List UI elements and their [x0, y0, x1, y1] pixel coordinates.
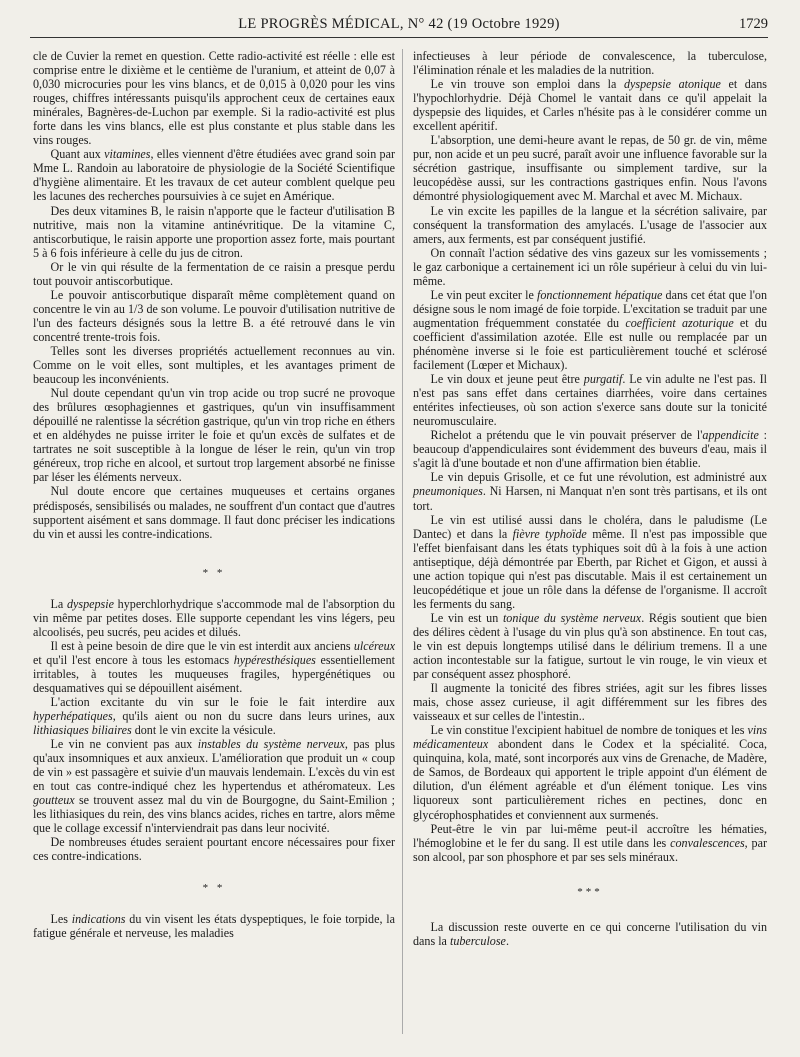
paragraph: Le vin est utilisé aussi dans le choléra, dans le paludisme (Le Dantec) et dans la fièvre typhoïde même. Il n'est pas impossible que l'effet bienfaisant dans les états typhiques soit dû à la fois à une action antiseptique, déjà démontrée par Eberth, par Richet et Gigon, et aussi à une action topique qui n'est pas discutable. Mais il est certainement un leucopédétique et joue un rôle dans la défense de l'organisme. Il accroît les ferments du sang.	[413, 512, 767, 611]
paragraph: Peut-être le vin par lui-même peut-il accroître les hématies, l'hémoglobine et le fer du sang. Il est utile dans les convalescences, par son alcool, par son phosphore et par ses sels minéraux.	[413, 821, 767, 864]
paragraph: Le vin doux et jeune peut être purgatif. Le vin adulte ne l'est pas. Il n'est pas sans effet dans certaines diarrhées, voire dans certaines entérites infectieuses, où son action s'exerce sans doute sur la tonicité neuromusculaire.	[413, 372, 767, 429]
paragraph: Le vin trouve son emploi dans la dyspepsie atonique et dans l'hypochlorhydrie. Déjà Chomel le vantait dans ce qu'il appelait la dyspepsie des liquides, et Carles n'hésite pas à le considérer comme un excellent apéritif.	[413, 77, 767, 134]
paragraph: L'absorption, une demi-heure avant le repas, de 50 gr. de vin, même pur, non acide et un peu sucré, paraît avoir une influence favorable sur la sécrétion gastrique, insuffisante ou simplement tardive, sur la leucopédèse aussi, sur les contractions gastriques enfin. Nous l'avons démontré physiologiquement avec M. Marchal et avec M. Michaux.	[413, 133, 767, 204]
paragraph: Richelot a prétendu que le vin pouvait préserver de l'appendicite : beaucoup d'appendiculaires sont évidemment des buveurs d'eau, mais il s'agit là d'une boutade et non d'une affirmation bien établie.	[413, 428, 767, 471]
paragraph: Le vin excite les papilles de la langue et la sécrétion salivaire, par conséquent la transformation des amylacés. L'usage de l'associer aux amers, aux ferments, est par conséquent justifié.	[413, 203, 767, 246]
paragraph: Or le vin qui résulte de la fermentation de ce raisin a presque perdu tout pouvoir antiscorbutique.	[33, 259, 395, 288]
running-header	[30, 14, 768, 36]
paragraph: Le pouvoir antiscorbutique disparaît même complètement quand on concentre le vin au 1/3 de son volume. Le pouvoir d'utilisation nutritive de l'un des facteurs désignés sous la lettre B. a été retrouvé dans le vin concentré trente-trois fois.	[33, 287, 395, 344]
column-divider	[402, 49, 403, 1034]
section-separator: ***	[577, 885, 603, 898]
paragraph: Il augmente la tonicité des fibres striées, agit sur les fibres lisses mais, chose assez curieuse, il agit différemment sur les fibres des vaisseaux et sur celles de l'intestin..	[413, 681, 767, 724]
paragraph: La dyspepsie hyperchlorhydrique s'accommode mal de l'absorption du vin même par petites doses. Elle supporte cependant les vins légers, peu alcoolisés, peu sucrés, peu acides et dilués.	[33, 596, 395, 639]
paragraph: Le vin est un tonique du système nerveux. Régis soutient que bien des délires cèdent à l'usage du vin plus qu'à son abstinence. En tout cas, le vin est depuis longtemps utilisé dans le délirium tremens. Il a une action incontestable sur la fatigue, surtout le vin rouge, le vin vieux et par conséquent assez phosphoré.	[413, 610, 767, 682]
paragraph: Quant aux vitamines, elles viennent d'être étudiées avec grand soin par Mme L. Randoin au laboratoire de physiologie de la Société Scientifique d'hygiène alimentaire. Et les travaux de cet auteur comblent quelque peu les lacunes des recherches poursuivies à ce sujet en Amérique.	[33, 147, 395, 204]
paragraph: Des deux vitamines B, le raisin n'apporte que le facteur d'utilisation B nutritive, mais non la vitamine antinévritique. De la vitamine C, antiscorbutique, le raisin apporte une proportion assez forte, mais pourtant 5 à 6 fois inférieure à celle du jus de citron.	[33, 203, 395, 260]
paragraph: Les indications du vin visent les états dyspeptiques, le foie torpide, la fatigue générale et nerveuse, les maladies	[33, 911, 395, 940]
paragraph: infectieuses à leur période de convalescence, la tuberculose, l'élimination rénale et les maladies de la nutrition.	[413, 49, 767, 78]
paragraph: On connaît l'action sédative des vins gazeux sur les vomissements ; le gaz carbonique a certainement ici un rôle supérieur à celui du vin lui-même.	[413, 245, 767, 288]
paragraph: Il est à peine besoin de dire que le vin est interdit aux anciens ulcéreux et qu'il l'est encore à tous les estomacs hypéresthésiques essentiellement irritables, à toutes les muqueuses fragiles, hypergénétiques ou desquamatives qui se dépouillent aisément.	[33, 638, 396, 695]
paragraph: La discussion reste ouverte en ce qui concerne l'utilisation du vin dans la tuberculose.	[413, 919, 767, 948]
paragraph: Nul doute cependant qu'un vin trop acide ou trop sucré ne provoque des brûlures œsophagiennes et gastriques, qu'un vin insuffisamment dépouillé ne ralentisse la sécrétion gastrique, qu'un vin trop riche en éthers et en aldéhydes ne puisse irriter le foie et qu'un excès de sulfates et de tartrates ne soit susceptible à la longue de léser le rein, qu'un vin trop généreux, trop riche en alcool, et surtout trop largement absorbé ne finisse par léser les éléments nerveux.	[33, 386, 395, 485]
paragraph: De nombreuses études seraient pourtant encore nécessaires pour fixer ces contre-indications.	[33, 835, 395, 864]
paragraph: Le vin constitue l'excipient habituel de nombre de toniques et les vins médicamenteux abondent dans le Codex et la spécialité. Coca, quinquina, kola, maté, sont incorporés aux vins de Grenache, de Madère, de Samos, de Bordeaux qui apportent le triple appoint d'un élément de dilution, d'un élément agréable et d'un élément tonique. Les vins liquoreux sont particulièrement riches en pectines, donc en glycérophosphatides et conviennent aux surmenés.	[413, 723, 767, 822]
paragraph: L'action excitante du vin sur le foie le fait interdire aux hyperhépatiques, qu'ils aient ou non du sucre dans leurs urines, aux lithiasiques biliaires dont le vin excite la vésicule.	[33, 694, 395, 738]
paragraph: cle de Cuvier la remet en question. Cette radio-activité est réelle : elle est comprise entre le dixième et le centième de l'uranium, et atteint de 0,07 à 0,030 microcuries pour les vins blancs, et de 0,015 à 0,020 pour les vins rouges, chiffres intéressants puisqu'ils approchent ceux de certaines eaux minérales, Bagnères-de-Luchon par exemple. Si la radio-activité est plus forte dans les vins blancs, elle est plus constante et plus stable dans les vins rouges.	[33, 49, 395, 148]
section-separator: * *	[202, 566, 226, 579]
paragraph: Nul doute encore que certaines muqueuses et certains organes prédisposés, sensibilisés ou malades, ne souffrent d'un contact que d'autres supportent aisément et sans dommage. Il faut donc préciser les indications du vin et aussi les contre-indications.	[33, 484, 395, 541]
paragraph: Le vin depuis Grisolle, et ce fut une révolution, est administré aux pneumoniques. Ni Harsen, ni Manquat n'en sont très partisans, et ils ont tort.	[413, 470, 767, 513]
paragraph: Le vin ne convient pas aux instables du système nerveux, pas plus qu'aux insomniques et aux anxieux. L'amélioration que produit un « coup de vin » est passagère et suivie d'un mauvais lendemain. L'excès du vin est en tout cas contre-indiqué chez les hypertendus et athéromateux. Les goutteux se trouvent assez mal du vin de Bourgogne, du Saint-Emilion ; les lithiasiques du rein, des vins blancs acides, riches en tartre, alors même que le collage excessif n'interviendrait pas dans leur nocivité.	[33, 737, 395, 836]
page-number: 1729	[739, 16, 768, 32]
paragraph: Telles sont les diverses propriétés actuellement reconnues au vin. Comme on le voit elles, sont multiples, et les avantages priment de beaucoup les inconvénients.	[33, 343, 395, 387]
left-column	[33, 49, 395, 940]
header-rule	[30, 37, 768, 38]
section-separator: * *	[202, 881, 226, 894]
paragraph: Le vin peut exciter le fonctionnement hépatique dans cet état que l'on désigne sous le nom imagé de foie torpide. L'excitation se traduit par une augmentation fréquemment constatée du coefficient azoturique et du coefficient d'assimilation azotée. Elle est nulle ou remplacée par un phénomène inverse si le foie est particulièrement touché et sclérosé facilement (Lœper et Michaux).	[413, 287, 767, 373]
journal-title: LE PROGRÈS MÉDICAL, N° 42 (19 Octobre 1929)	[238, 16, 560, 32]
right-column	[413, 49, 767, 948]
